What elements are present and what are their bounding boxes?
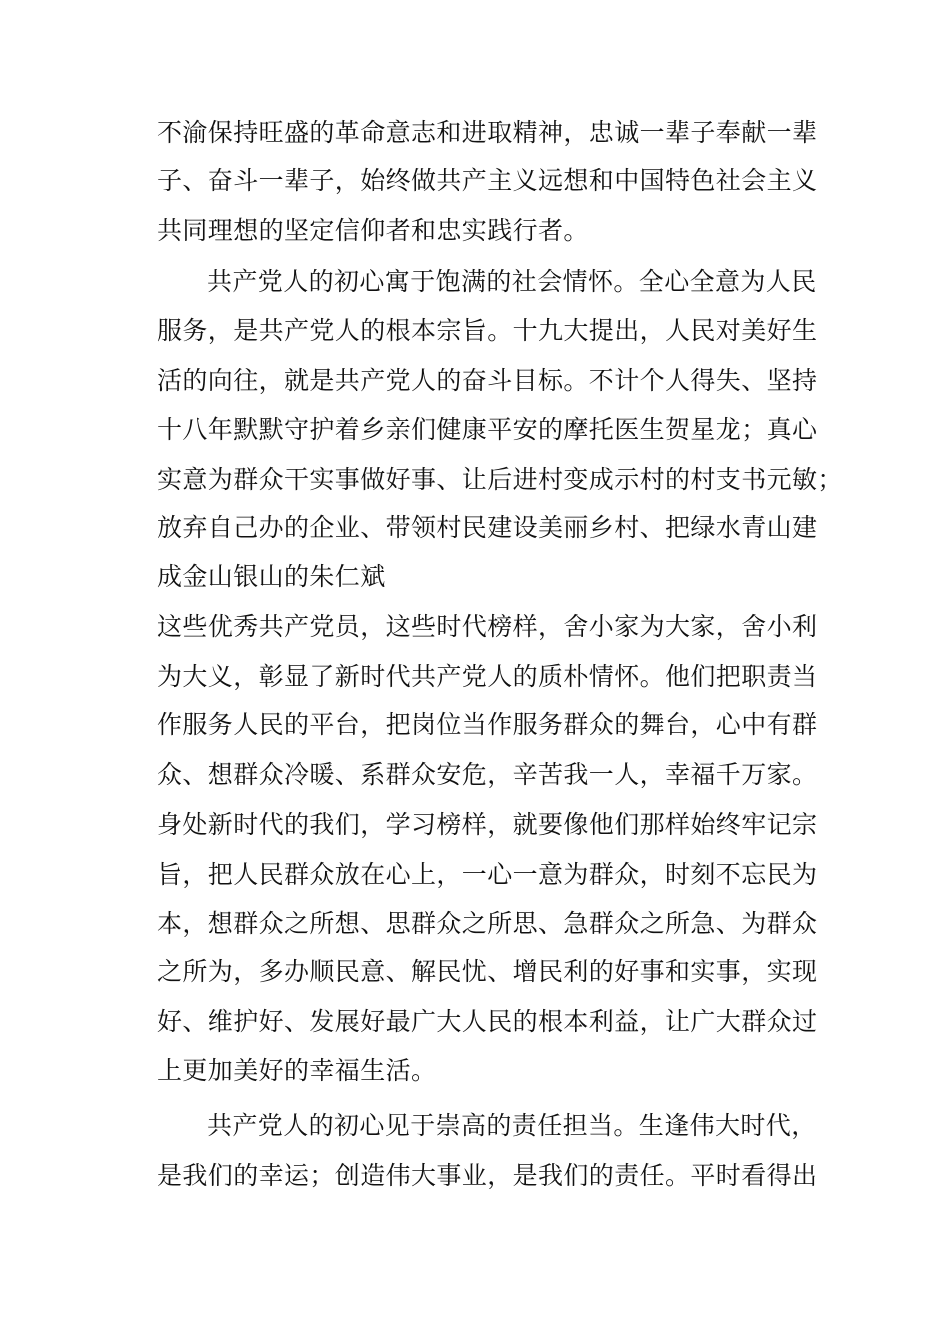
text-line: 这些优秀共产党员，这些时代榜样，舍小家为大家，舍小利 [157, 612, 818, 641]
text-line: 服务，是共产党人的根本宗旨。十九大提出，人民对美好生 [157, 316, 818, 345]
paragraph-first-line: 共产党人的初心见于崇高的责任担当。生逢伟大时代， [207, 1111, 817, 1140]
text-line: 之所为，多办顺民意、解民忧、增民利的好事和实事，实现 [157, 957, 818, 986]
text-line: 上更加美好的幸福生活。 [157, 1056, 437, 1085]
text-line: 共同理想的坚定信仰者和忠实践行者。 [157, 216, 589, 245]
text-line: 旨，把人民群众放在心上，一心一意为群众，时刻不忘民为 [157, 860, 818, 889]
text-line: 身处新时代的我们，学习榜样，就要像他们那样始终牢记宗 [157, 810, 818, 839]
text-line: 作服务人民的平台，把岗位当作服务群众的舞台，心中有群 [157, 710, 818, 739]
text-line: 众、想群众冷暖、系群众安危，辛苦我一人，幸福千万家。 [157, 760, 818, 789]
text-line: 不渝保持旺盛的革命意志和进取精神，忠诚一辈子奉献一辈 [157, 118, 818, 147]
text-line: 实意为群众干实事做好事、让后进村变成示村的村支书元敏； [157, 465, 843, 494]
text-line: 活的向往，就是共产党人的奋斗目标。不计个人得失、坚持 [157, 366, 818, 395]
text-line: 十八年默默守护着乡亲们健康平安的摩托医生贺星龙；真心 [157, 415, 818, 444]
text-line: 是我们的幸运；创造伟大事业，是我们的责任。平时看得出 [157, 1161, 818, 1190]
text-line: 好、维护好、发展好最广大人民的根本利益，让广大群众过 [157, 1007, 818, 1036]
text-line: 成金山银山的朱仁斌 [157, 562, 386, 591]
text-line: 本，想群众之所想、思群众之所思、急群众之所急、为群众 [157, 909, 818, 938]
paragraph-first-line: 共产党人的初心寓于饱满的社会情怀。全心全意为人民 [207, 267, 817, 296]
text-line: 为大义，彰显了新时代共产党人的质朴情怀。他们把职责当 [157, 662, 818, 691]
text-line: 子、奋斗一辈子，始终做共产主义远想和中国特色社会主义 [157, 166, 818, 195]
text-line: 放弃自己办的企业、带领村民建设美丽乡村、把绿水青山建 [157, 513, 818, 542]
